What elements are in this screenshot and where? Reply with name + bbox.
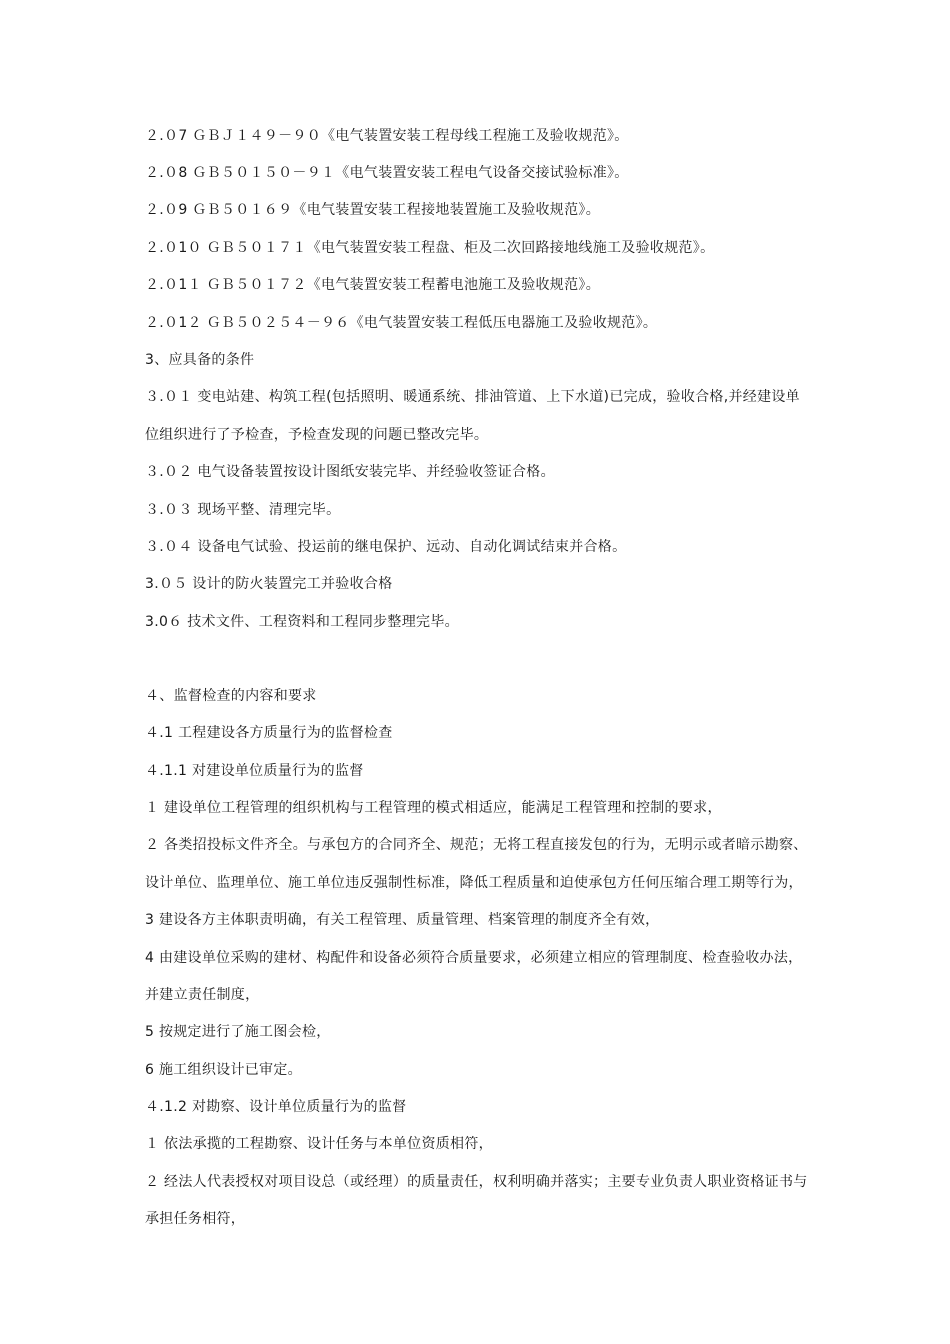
standard-item-2-08: ２.０8 ＧＢ５０１５０－９１《电气装置安装工程电气设备交接试验标准》。	[145, 165, 629, 181]
subsection-heading-4-1-1: ４.1.1 对建设单位质量行为的监督	[145, 763, 364, 779]
list-item-owner-5: 5 按规定进行了施工图会检，	[145, 1024, 331, 1040]
list-item-owner-1: １ 建设单位工程管理的组织机构与工程管理的模式相适应，能满足工程管理和控制的要求，	[145, 800, 722, 816]
condition-item-3-06: 3.0６ 技术文件、工程资料和工程同步整理完毕。	[145, 614, 459, 630]
list-item-owner-4: 4 由建设单位采购的建材、构配件和设备必须符合质量要求，必须建立相应的管理制度、检查验收办法，	[145, 950, 803, 966]
condition-item-3-04: ３.０４ 设备电气试验、投运前的继电保护、远动、自动化调试结束并合格。	[145, 539, 627, 555]
standard-item-2-07: ２.０7 ＧＢＪ１４９－９０《电气装置安装工程母线工程施工及验收规范》。	[145, 128, 629, 144]
standard-item-2-011: ２.０1１ ＧＢ５０１７２《电气装置安装工程蓄电池施工及验收规范》。	[145, 277, 601, 293]
list-item-owner-4-continued: 并建立责任制度，	[145, 987, 260, 1003]
condition-item-3-01-continued: 位组织进行了予检查，予检查发现的问题已整改完毕。	[145, 427, 489, 443]
condition-item-3-02: ３.０２ 电气设备装置按设计图纸安装完毕、并经验收签证合格。	[145, 464, 555, 480]
list-item-design-1: １ 依法承揽的工程勘察、设计任务与本单位资质相符，	[145, 1136, 493, 1152]
list-item-design-2-continued: 承担任务相符，	[145, 1211, 246, 1227]
condition-item-3-01: ３.０１ 变电站建、构筑工程(包括照明、暖通系统、排油管道、上下水道)已完成，验收合格,并经建设单	[145, 389, 800, 405]
list-item-design-2: ２ 经法人代表授权对项目设总（或经理）的质量责任，权利明确并落实；主要专业负责人职业资格证书与	[145, 1174, 808, 1190]
subsection-heading-4-1-2: ４.1.2 对勘察、设计单位质量行为的监督	[145, 1099, 407, 1115]
section-heading-conditions: 3、应具备的条件	[145, 352, 255, 368]
standard-item-2-09: ２.０9 ＧＢ５０１６９《电气装置安装工程接地装置施工及验收规范》。	[145, 202, 601, 218]
standard-item-2-010: ２.０1０ ＧＢ５０１７１《电气装置安装工程盘、柜及二次回路接地线施工及验收规范》。	[145, 240, 715, 256]
list-item-owner-2-continued: 设计单位、监理单位、施工单位违反强制性标准，降低工程质量和迫使承包方任何压缩合理工期等行为，	[145, 875, 803, 891]
standard-item-2-012: ２.０1２ ＧＢ５０２５４－９６《电气装置安装工程低压电器施工及验收规范》。	[145, 315, 658, 331]
section-heading-supervision: ４、监督检查的内容和要求	[145, 688, 317, 704]
condition-item-3-05: 3.０５ 设计的防火装置完工并验收合格	[145, 576, 393, 592]
list-item-owner-2: ２ 各类招投标文件齐全。与承包方的合同齐全、规范；无将工程直接发包的行为，无明示或者暗示勘察、	[145, 837, 808, 853]
list-item-owner-6: 6 施工组织设计已审定。	[145, 1062, 302, 1078]
condition-item-3-03: ３.０３ 现场平整、清理完毕。	[145, 502, 341, 518]
list-item-owner-3: 3 建设各方主体职责明确，有关工程管理、质量管理、档案管理的制度齐全有效，	[145, 912, 660, 928]
subsection-heading-4-1: ４.1 工程建设各方质量行为的监督检查	[145, 725, 393, 741]
